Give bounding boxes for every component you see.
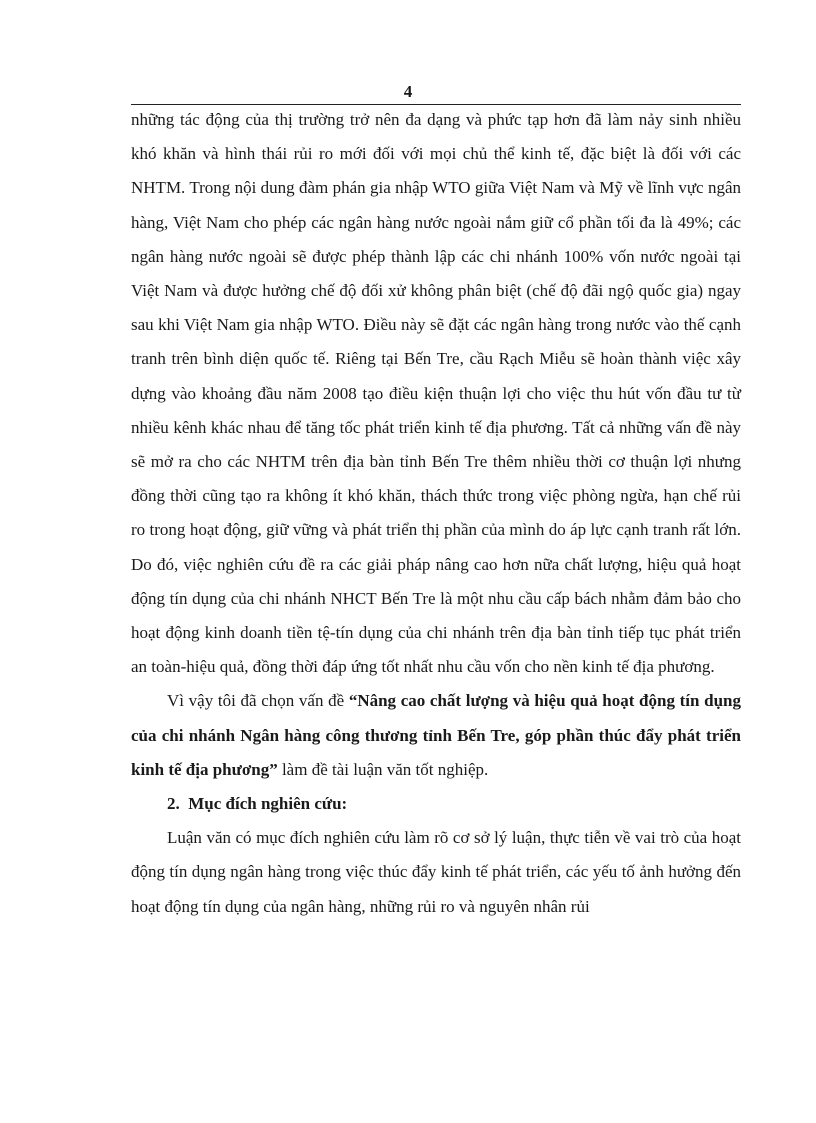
purpose-paragraph: Luận văn có mục đích nghiên cứu làm rõ cơ sở lý luận, thực tiễn về vai trò của hoạt động tín dụng ngân hàng trong việc thúc đẩy kinh tế phát triển, các yếu tố ảnh hưởng đến hoạt động tín dụng của ngân hàng, những rủi ro và nguyên nhân rủi	[131, 828, 741, 916]
topic-paragraph	[131, 684, 741, 787]
body-paragraph-context: những tác động của thị trường trở nên đa dạng và phức tạp hơn đã làm nảy sinh nhiều khó khăn và hình thái rủi ro mới đối với mọi chủ thể kinh tế, đặc biệt là đối với các NHTM. Trong nội dung đàm phán gia nhập WTO giữa Việt Nam và Mỹ về lĩnh vực ngân hàng, Việt Nam cho phép các ngân hàng nước ngoài nắm giữ cổ phần tối đa là 49%; các ngân hàng nước ngoài sẽ được phép thành lập các chi nhánh 100% vốn nước ngoài tại Việt Nam và được hưởng chế độ đối xử không phân biệt (chế độ đãi ngộ quốc gia) ngay sau khi Việt Nam gia nhập WTO. Điều này sẽ đặt các ngân hàng trong nước vào thế cạnh tranh trên bình diện quốc tế. Riêng tại Bến Tre, cầu Rạch Miễu sẽ hoàn thành việc xây dựng vào khoảng đầu năm 2008 tạo điều kiện thuận lợi cho việc thu hút vốn đầu tư từ nhiều kênh khác nhau để tăng tốc phát triển kinh tế địa phương. Tất cả những vấn đề này sẽ mở ra cho các NHTM trên địa bàn tỉnh Bến Tre thêm nhiều thời cơ thuận lợi nhưng đồng thời cũng tạo ra không ít khó khăn, thách thức trong việc phòng ngừa, hạn chế rủi ro trong hoạt động, giữ vững và phát triển thị phần của mình do áp lực cạnh tranh rất lớn. Do đó, việc nghiên cứu đề ra các giải pháp nâng cao hơn nữa chất lượng, hiệu quả hoạt động tín dụng của chi nhánh NHCT Bến Tre là một nhu cầu cấp bách nhằm đảm bảo cho hoạt động kinh doanh tiền tệ-tín dụng của chi nhánh trên địa bàn tỉnh tiếp tục phát triển an toàn-hiệu quả, đồng thời đáp ứng tốt nhất nhu cầu vốn cho nền kinh tế địa phương.	[131, 110, 741, 677]
section-number: 2.	[167, 794, 180, 814]
page-number: 4	[403, 82, 413, 101]
topic-lead: Vì vậy tôi đã chọn vấn đề	[167, 691, 349, 711]
thesis-title: “Nâng cao chất lượng và hiệu quả hoạt động tín dụng của chi nhánh Ngân hàng công thương tỉnh Bến Tre, góp phần thúc đẩy phát triển kinh tế địa phương”	[131, 691, 741, 779]
topic-tail: làm đề tài luận văn tốt nghiệp.	[277, 759, 489, 779]
section-heading	[131, 787, 741, 821]
section-title: Mục đích nghiên cứu:	[188, 794, 348, 814]
document-body	[131, 103, 741, 924]
